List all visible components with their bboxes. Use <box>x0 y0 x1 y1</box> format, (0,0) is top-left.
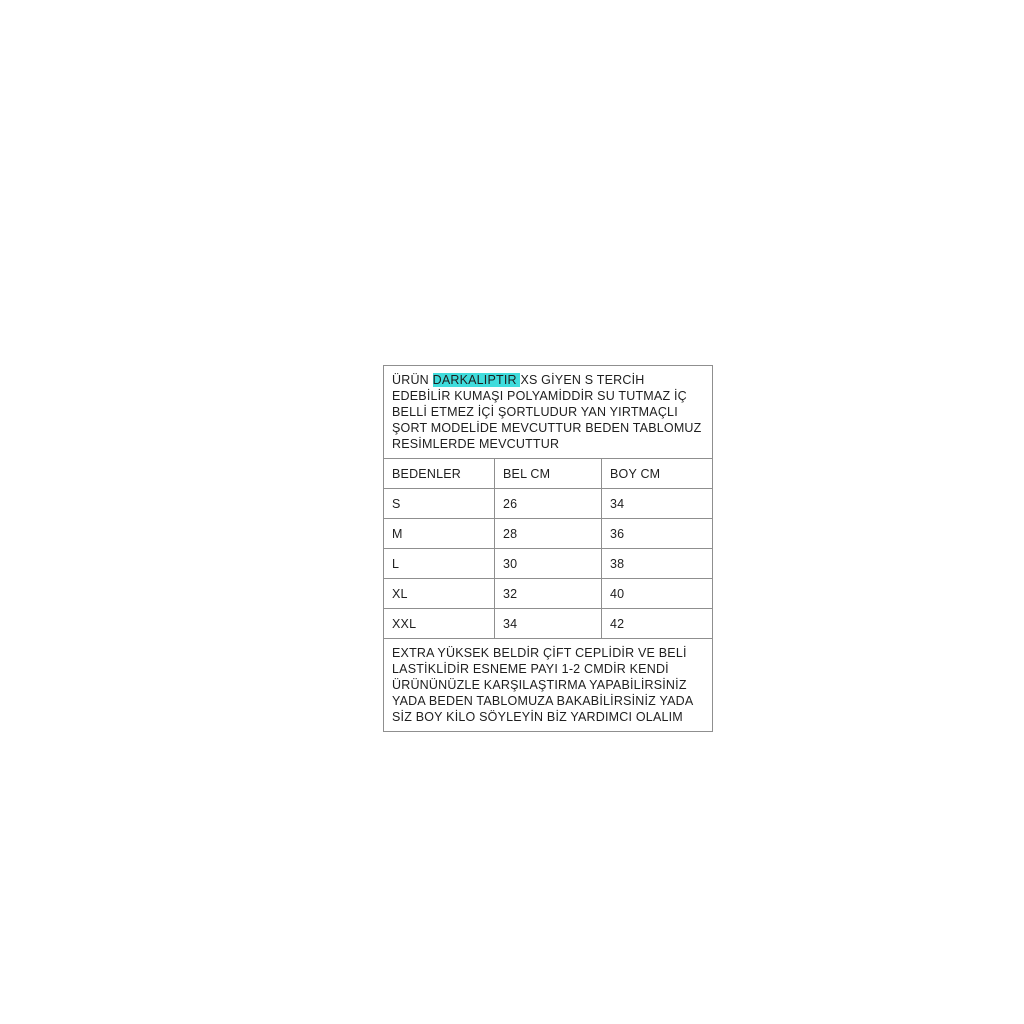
boy-cell: 38 <box>602 549 713 579</box>
intro-highlighted-word: DARKALIPTIR <box>432 373 521 387</box>
column-header-bel-cm: BEL CM <box>495 459 602 489</box>
bel-cell: 30 <box>495 549 602 579</box>
size-cell: XXL <box>384 609 495 639</box>
intro-paragraph <box>384 366 713 459</box>
size-cell: L <box>384 549 495 579</box>
table-row-m <box>384 519 713 549</box>
footer-row <box>384 639 713 732</box>
size-chart-table <box>383 365 713 732</box>
column-header-bedenler: BEDENLER <box>384 459 495 489</box>
intro-text-prefix: ÜRÜN <box>392 373 433 387</box>
size-cell: S <box>384 489 495 519</box>
boy-cell: 40 <box>602 579 713 609</box>
column-header-boy-cm: BOY CM <box>602 459 713 489</box>
size-cell: M <box>384 519 495 549</box>
footer-paragraph: EXTRA YÜKSEK BELDİR ÇİFT CEPLİDİR VE BELİ LASTİKLİDİR ESNEME PAYI 1-2 CMDİR KENDİ ÜRÜNÜNÜZLE KARŞILAŞTIRMA YAPABİLİRSİNİZ YADA BEDEN TABLOMUZA BAKABİLİRSİNİZ YADA SİZ BOY KİLO SÖYLEYİN BİZ YARDIMCI OLALIM <box>384 639 713 732</box>
boy-cell: 36 <box>602 519 713 549</box>
table-row-s <box>384 489 713 519</box>
bel-cell: 32 <box>495 579 602 609</box>
table-row-l <box>384 549 713 579</box>
product-info-sheet <box>383 365 712 732</box>
size-cell: XL <box>384 579 495 609</box>
boy-cell: 42 <box>602 609 713 639</box>
bel-cell: 28 <box>495 519 602 549</box>
intro-text-suffix: XS GİYEN S TERCİH EDEBİLİR KUMAŞI POLYAMİDDİR SU TUTMAZ İÇ BELLİ ETMEZ İÇİ ŞORTLUDUR YAN YIRTMAÇLI ŞORT MODELİDE MEVCUTTUR BEDEN TABLOMUZ RESİMLERDE MEVCUTTUR <box>392 373 702 451</box>
table-row-xl <box>384 579 713 609</box>
boy-cell: 34 <box>602 489 713 519</box>
intro-row <box>384 366 713 459</box>
bel-cell: 34 <box>495 609 602 639</box>
bel-cell: 26 <box>495 489 602 519</box>
table-row-xxl <box>384 609 713 639</box>
table-header-row <box>384 459 713 489</box>
